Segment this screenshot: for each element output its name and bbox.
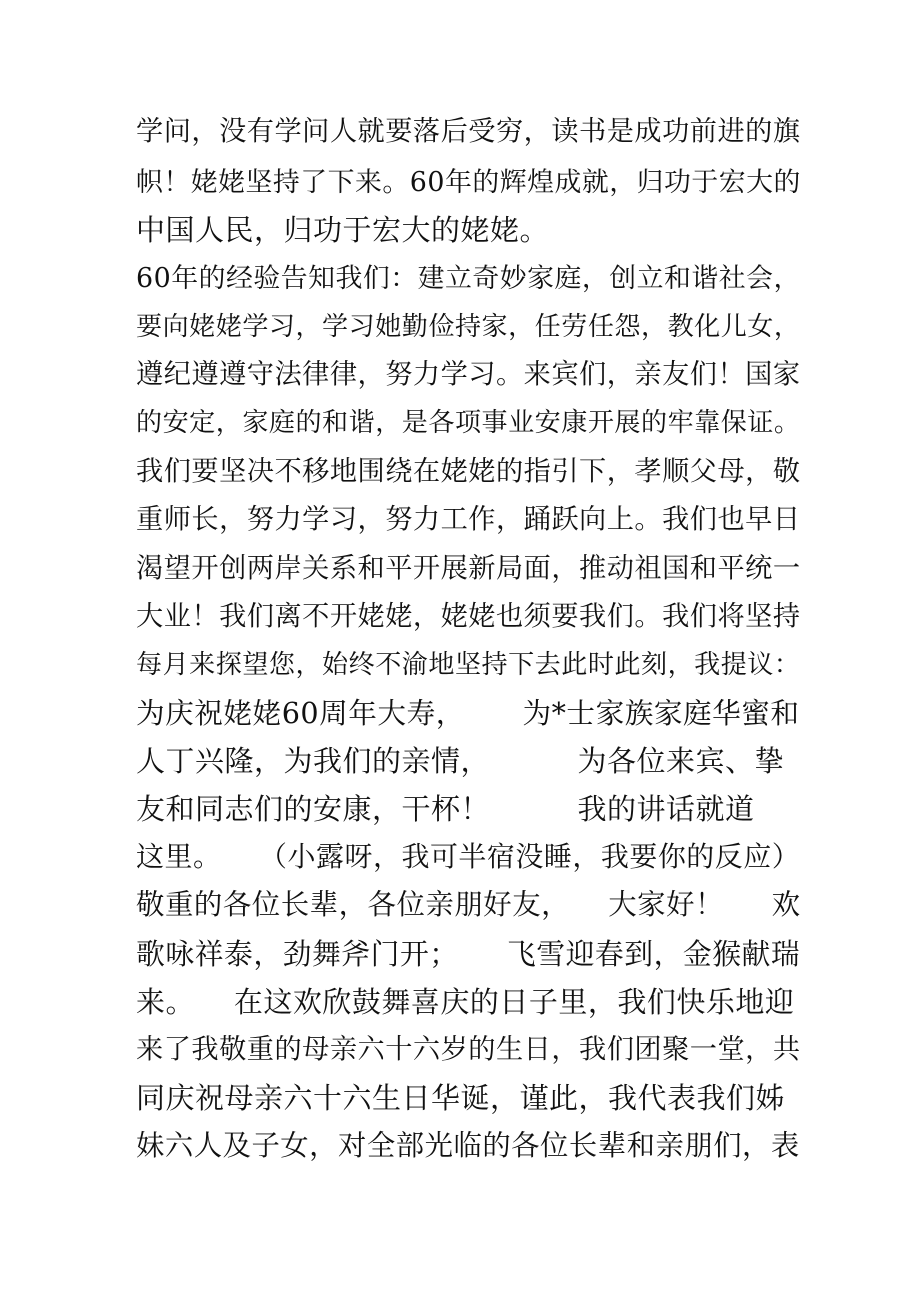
text-line: 60年的经验告知我们：建立奇妙家庭，创立和谐社会， bbox=[136, 263, 801, 294]
text-line: 来了我敬重的母亲六十六岁的生日，我们团聚一堂，共 bbox=[136, 1034, 801, 1065]
text-line: 同庆祝母亲六十六生日华诞，谨此，我代表我们姊 bbox=[136, 1081, 786, 1115]
text-line: 帜！姥姥坚持了下来。60年的辉煌成就，归功于宏大的 bbox=[136, 167, 801, 198]
text-line: 为庆祝姥姥60周年大寿， 为*士家族家庭华蜜和 bbox=[136, 696, 800, 730]
text-line: 学问，没有学问人就要落后受穷，读书是成功前进的旗 bbox=[136, 116, 801, 147]
text-line: 渴望开创两岸关系和平开展新局面，推动祖国和平统一 bbox=[136, 553, 801, 584]
text-line: 遵纪遵遵守法律律，努力学习。来宾们，亲友们！国家 bbox=[136, 359, 801, 390]
text-line: 的安定，家庭的和谐，是各项事业安康开展的牢靠保证。 bbox=[136, 408, 801, 438]
text-line: 我们要坚决不移地围绕在姥姥的指引下，孝顺父母，敬 bbox=[136, 456, 801, 487]
text-line: 歌咏祥泰，劲舞斧门开； 飞雪迎春到，金猴献瑞 bbox=[136, 937, 801, 971]
text-line: 中国人民，归功于宏大的姥姥。 bbox=[136, 213, 550, 247]
text-line: 人丁兴隆，为我们的亲情， 为各位来宾、挚 bbox=[136, 744, 784, 778]
text-line: 大业！我们离不开姥姥，姥姥也须要我们。我们将坚持 bbox=[136, 601, 801, 632]
text-line: 妹六人及子女，对全部光临的各位长辈和亲朋们，表 bbox=[136, 1129, 800, 1162]
text-line: 来。 在这欢欣鼓舞喜庆的日子里，我们快乐地迎 bbox=[136, 985, 795, 1019]
text-line: 要向姥姥学习，学习她勤俭持家，任劳任怨，教化儿女， bbox=[136, 312, 801, 342]
text-line: 敬重的各位长辈，各位亲朋好友， 大家好！ 欢 bbox=[136, 888, 801, 921]
text-line: 这里。 （小露呀，我可半宿没睡，我要你的反应） bbox=[136, 840, 801, 873]
text-line: 友和同志们的安康，干杯！ 我的讲话就道 bbox=[136, 792, 755, 826]
text-line: 重师长，努力学习，努力工作，踊跃向上。我们也早日 bbox=[136, 504, 801, 535]
text-line: 每月来探望您，始终不渝地坚持下去此时此刻，我提议： bbox=[136, 650, 801, 680]
